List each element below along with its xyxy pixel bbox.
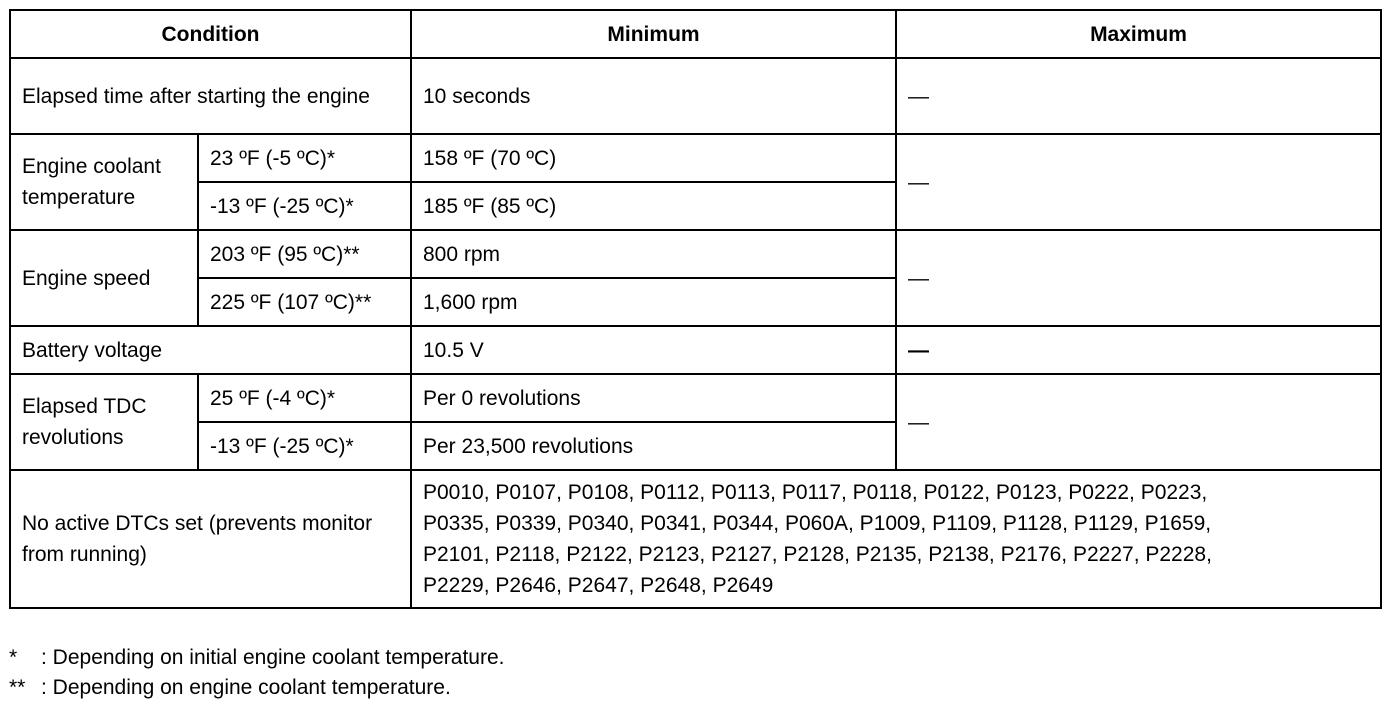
header-row (10, 10, 1381, 58)
engine-speed-condition-2: 225 ºF (107 ºC)** (198, 278, 411, 326)
tdc-minimum-2: Per 23,500 revolutions (411, 422, 896, 470)
elapsed-time-maximum: — (896, 58, 1381, 134)
coolant-minimum-1: 158 ºF (70 ºC) (411, 134, 896, 182)
footnote-mark: * (9, 646, 18, 669)
engine-speed-minimum-1: 800 rpm (411, 230, 896, 278)
battery-label: Battery voltage (10, 326, 411, 374)
header-maximum: Maximum (896, 10, 1381, 58)
coolant-minimum-2: 185 ºF (85 ºC) (411, 182, 896, 230)
conditions-table (9, 9, 1382, 609)
dtc-line: P0335, P0339, P0340, P0341, P0344, P060A, P1009, P1109, P1128, P1129, P1659, (423, 512, 1212, 535)
engine-speed-maximum: — (896, 230, 1381, 326)
engine-speed-minimum-2: 1,600 rpm (411, 278, 896, 326)
elapsed-time-label: Elapsed time after starting the engine (10, 58, 411, 134)
dtc-line: P2229, P2646, P2647, P2648, P2649 (423, 574, 774, 597)
tdc-condition-2: -13 ºF (-25 ºC)* (198, 422, 411, 470)
tdc-condition-1: 25 ºF (-4 ºC)* (198, 374, 411, 422)
coolant-maximum: — (896, 134, 1381, 230)
footnote-mark: ** (9, 676, 26, 699)
engine-speed-label: Engine speed (10, 230, 198, 326)
header-minimum: Minimum (411, 10, 896, 58)
footnote-text: : Depending on initial engine coolant temperature. (41, 646, 505, 669)
table-row-coolant-1 (10, 134, 1381, 182)
elapsed-time-minimum: 10 seconds (411, 58, 896, 134)
table-row-engine-speed-1 (10, 230, 1381, 278)
footnotes (9, 643, 504, 703)
tdc-maximum: — (896, 374, 1381, 470)
footnote-double-asterisk (9, 673, 504, 703)
footnote-single-asterisk (9, 643, 504, 673)
engine-speed-condition-1: 203 ºF (95 ºC)** (198, 230, 411, 278)
tdc-label: Elapsed TDC revolutions (10, 374, 198, 470)
table-row-dtc (10, 470, 1381, 608)
footnote-text: : Depending on engine coolant temperature. (41, 676, 451, 699)
battery-minimum: 10.5 V (411, 326, 896, 374)
dtc-label: No active DTCs set (prevents monitor from running) (10, 470, 411, 608)
tdc-minimum-1: Per 0 revolutions (411, 374, 896, 422)
dtc-line: P2101, P2118, P2122, P2123, P2127, P2128, P2135, P2138, P2176, P2227, P2228, (423, 543, 1212, 566)
table-row-battery (10, 326, 1381, 374)
dtc-line: P0010, P0107, P0108, P0112, P0113, P0117, P0118, P0122, P0123, P0222, P0223, (423, 481, 1208, 504)
coolant-condition-1: 23 ºF (-5 ºC)* (198, 134, 411, 182)
header-condition: Condition (10, 10, 411, 58)
battery-maximum: — (896, 326, 1381, 374)
table-row-elapsed-time (10, 58, 1381, 134)
table-row-tdc-1 (10, 374, 1381, 422)
dtc-list (411, 470, 1381, 608)
coolant-label: Engine coolant temperature (10, 134, 198, 230)
coolant-condition-2: -13 ºF (-25 ºC)* (198, 182, 411, 230)
